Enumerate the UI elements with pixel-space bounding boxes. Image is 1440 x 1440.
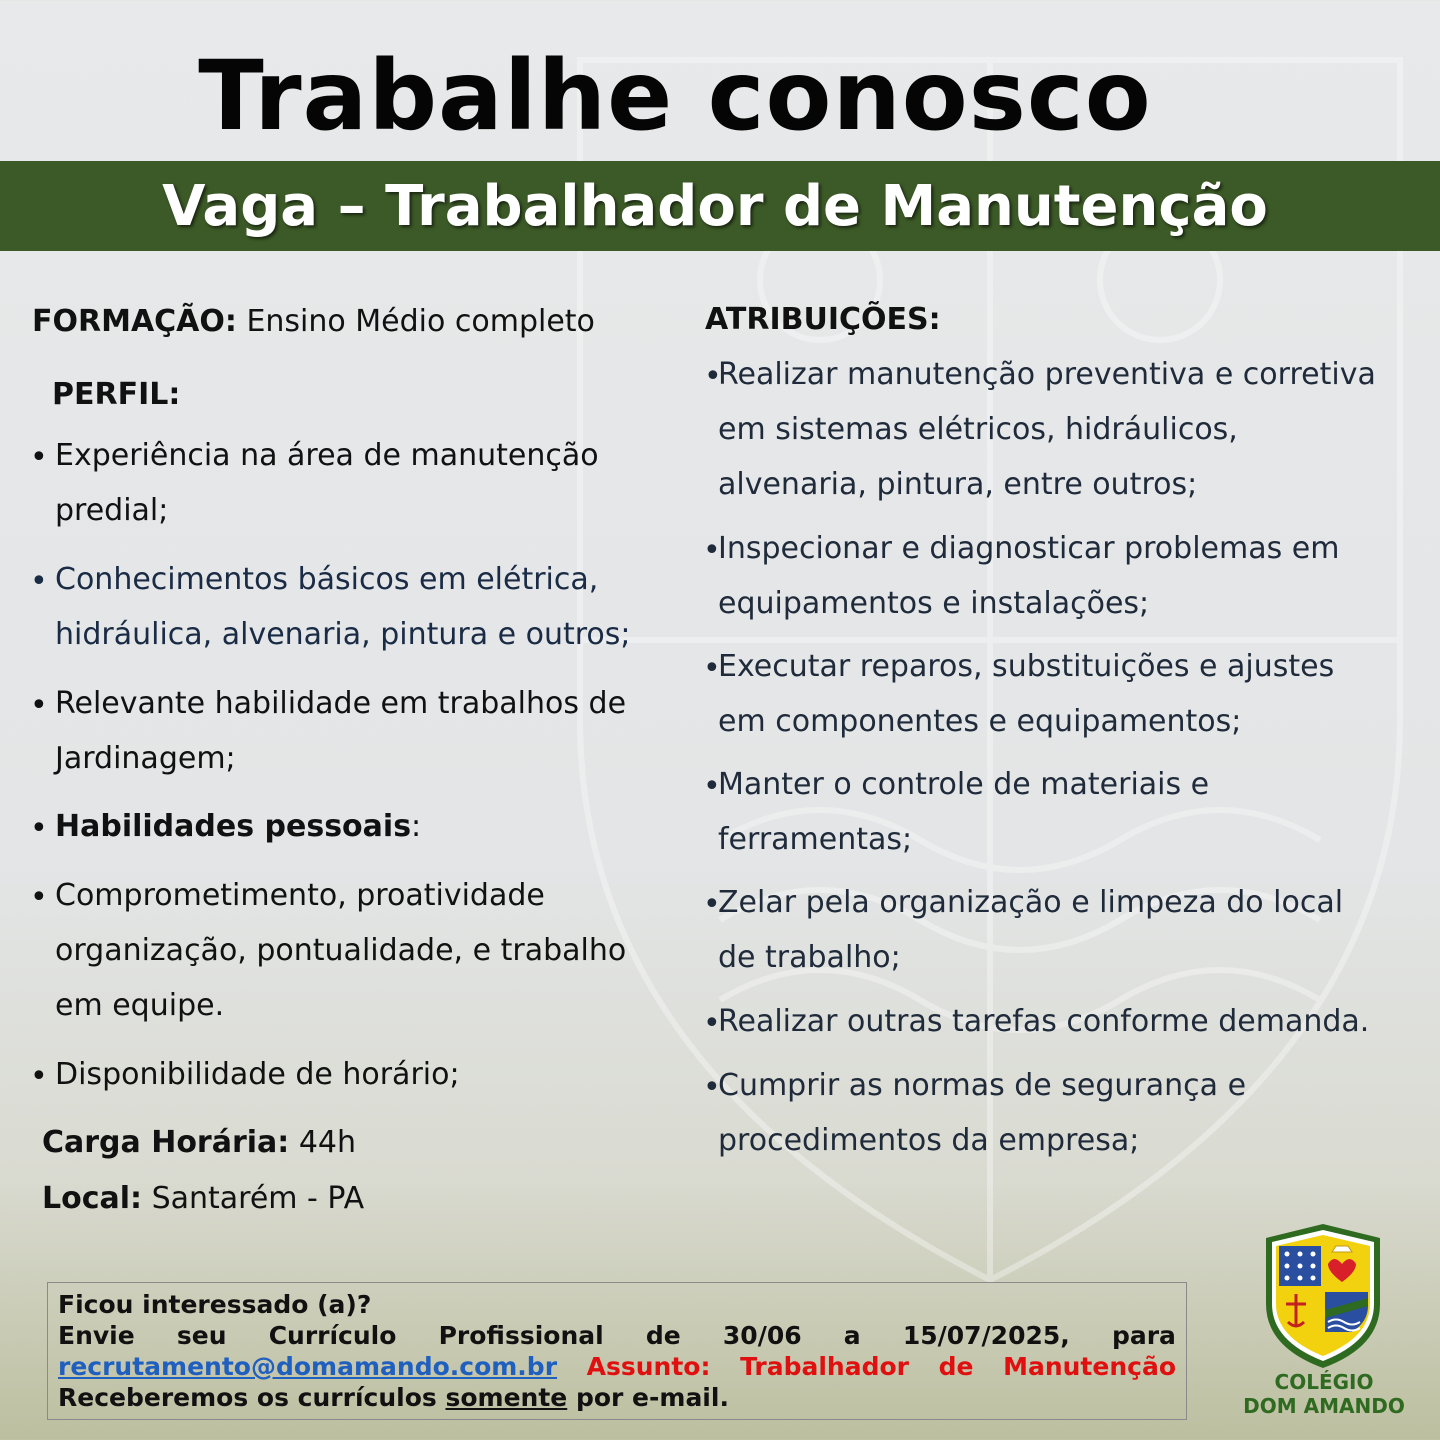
atribuicao-item xyxy=(718,347,1376,512)
email-link[interactable]: recrutamento@domamando.com.br xyxy=(58,1352,558,1381)
formacao-label: FORMAÇÃO: xyxy=(32,304,237,339)
list-item-line: Zelar pela organização e limpeza do local xyxy=(718,885,1344,920)
bullet-icon: • xyxy=(703,651,721,686)
bullet-icon: • xyxy=(30,440,48,475)
habilidades-colon: : xyxy=(411,809,422,844)
list-item-line: equipamentos e instalações; xyxy=(718,586,1150,621)
carga-label: Carga Horária: xyxy=(42,1125,290,1160)
list-item-line: Experiência na área de manutenção xyxy=(55,438,599,473)
list-item-line: procedimentos da empresa; xyxy=(718,1123,1140,1158)
perfil-item-disponibilidade xyxy=(55,1047,460,1102)
school-crest-logo xyxy=(1262,1222,1384,1372)
carga-value: 44h xyxy=(289,1125,357,1160)
carga-horaria xyxy=(42,1115,356,1170)
list-item-line: Realizar manutenção preventiva e corretiva xyxy=(718,357,1376,392)
list-item-line: Inspecionar e diagnosticar problemas em xyxy=(718,531,1340,566)
contact-question: Ficou interessado (a)? xyxy=(58,1290,372,1319)
list-item-line: Manter o controle de materiais e xyxy=(718,767,1210,802)
bullet-icon: • xyxy=(703,1070,721,1105)
contact-word: Currículo xyxy=(268,1321,397,1350)
list-item-line: hidráulica, alvenaria, pintura e outros; xyxy=(55,617,631,652)
bullet-icon: • xyxy=(704,359,722,394)
contact-word: Envie xyxy=(58,1321,135,1350)
list-item-line: Cumprir as normas de segurança e xyxy=(718,1068,1247,1103)
perfil-item-habilidades xyxy=(55,799,421,854)
formacao-value: Ensino Médio completo xyxy=(236,304,595,339)
list-item-line: Comprometimento, proatividade xyxy=(55,878,545,913)
note-start: Receberemos os currículos xyxy=(58,1383,446,1412)
perfil-heading: PERFIL: xyxy=(52,377,181,412)
contact-word: seu xyxy=(176,1321,227,1350)
contact-note xyxy=(58,1382,1176,1413)
list-item-line: predial; xyxy=(55,493,169,528)
perfil-item-conhecimentos xyxy=(55,552,631,662)
contact-email-line xyxy=(58,1351,1176,1382)
contact-word: de xyxy=(645,1321,681,1350)
subject-word: Trabalhador xyxy=(740,1352,909,1381)
list-item-line: Executar reparos, substituições e ajustes xyxy=(718,649,1335,684)
contact-word: para xyxy=(1111,1321,1176,1350)
local-value: Santarém - PA xyxy=(142,1181,365,1216)
atribuicoes-heading: ATRIBUIÇÕES: xyxy=(705,302,941,337)
list-item-line: Disponibilidade de horário; xyxy=(55,1057,460,1092)
local-label: Local: xyxy=(42,1181,143,1216)
perfil-item-experiencia xyxy=(55,428,599,538)
contact-date-start: 30/06 xyxy=(722,1321,802,1350)
formacao xyxy=(32,294,595,349)
job-title-banner xyxy=(0,161,1440,251)
list-item-line: em equipe. xyxy=(55,988,225,1023)
bullet-icon: • xyxy=(30,811,48,846)
note-emphasis: somente xyxy=(445,1383,568,1412)
bullet-icon: • xyxy=(703,887,721,922)
page-title: Trabalhe conosco xyxy=(198,40,1152,152)
list-item-line: alvenaria, pintura, entre outros; xyxy=(718,467,1198,502)
habilidades-label: Habilidades pessoais xyxy=(55,809,412,844)
list-item-line: ferramentas; xyxy=(718,822,913,857)
subject-label: Assunto: xyxy=(586,1352,711,1381)
note-end: por e-mail. xyxy=(567,1383,729,1412)
list-item-line: em sistemas elétricos, hidráulicos, xyxy=(718,412,1238,447)
list-item-line: em componentes e equipamentos; xyxy=(718,704,1242,739)
bullet-icon: • xyxy=(30,688,48,723)
atribuicao-item xyxy=(718,521,1339,631)
bullet-icon: • xyxy=(703,533,721,568)
contact-word: Profissional xyxy=(438,1321,604,1350)
job-title: Vaga – Trabalhador de Manutenção xyxy=(162,173,1268,239)
list-item-line: de trabalho; xyxy=(718,940,901,975)
atribuicao-item xyxy=(718,1058,1246,1168)
list-item-line: Relevante habilidade em trabalhos de xyxy=(55,686,627,721)
contact-date-end: 15/07/2025, xyxy=(902,1321,1070,1350)
logo-text xyxy=(1224,1370,1424,1418)
perfil-item-comprometimento xyxy=(55,868,626,1033)
logo-line-1: COLÉGIO xyxy=(1274,1370,1374,1394)
contact-box xyxy=(47,1282,1187,1420)
list-item-line: Jardinagem; xyxy=(55,741,236,776)
subject-word: de xyxy=(938,1352,974,1381)
atribuicao-item xyxy=(718,757,1209,867)
perfil-item-jardinagem xyxy=(55,676,626,786)
atribuicao-item xyxy=(718,994,1369,1049)
bullet-icon: • xyxy=(703,769,721,804)
logo-line-2: DOM AMANDO xyxy=(1243,1394,1405,1418)
list-item-line: Conhecimentos básicos em elétrica, xyxy=(55,562,599,597)
list-item-line: Realizar outras tarefas conforme demanda. xyxy=(718,1004,1370,1039)
subject-word: Manutenção xyxy=(1003,1352,1176,1381)
bullet-icon: • xyxy=(30,880,48,915)
local xyxy=(42,1171,364,1226)
contact-word: a xyxy=(843,1321,861,1350)
bullet-icon: • xyxy=(30,1059,48,1094)
contact-instructions xyxy=(58,1320,1176,1351)
bullet-icon: • xyxy=(703,1006,721,1041)
atribuicao-item xyxy=(718,875,1343,985)
bullet-icon: • xyxy=(30,564,48,599)
atribuicao-item xyxy=(718,639,1334,749)
list-item-line: organização, pontualidade, e trabalho xyxy=(55,933,627,968)
